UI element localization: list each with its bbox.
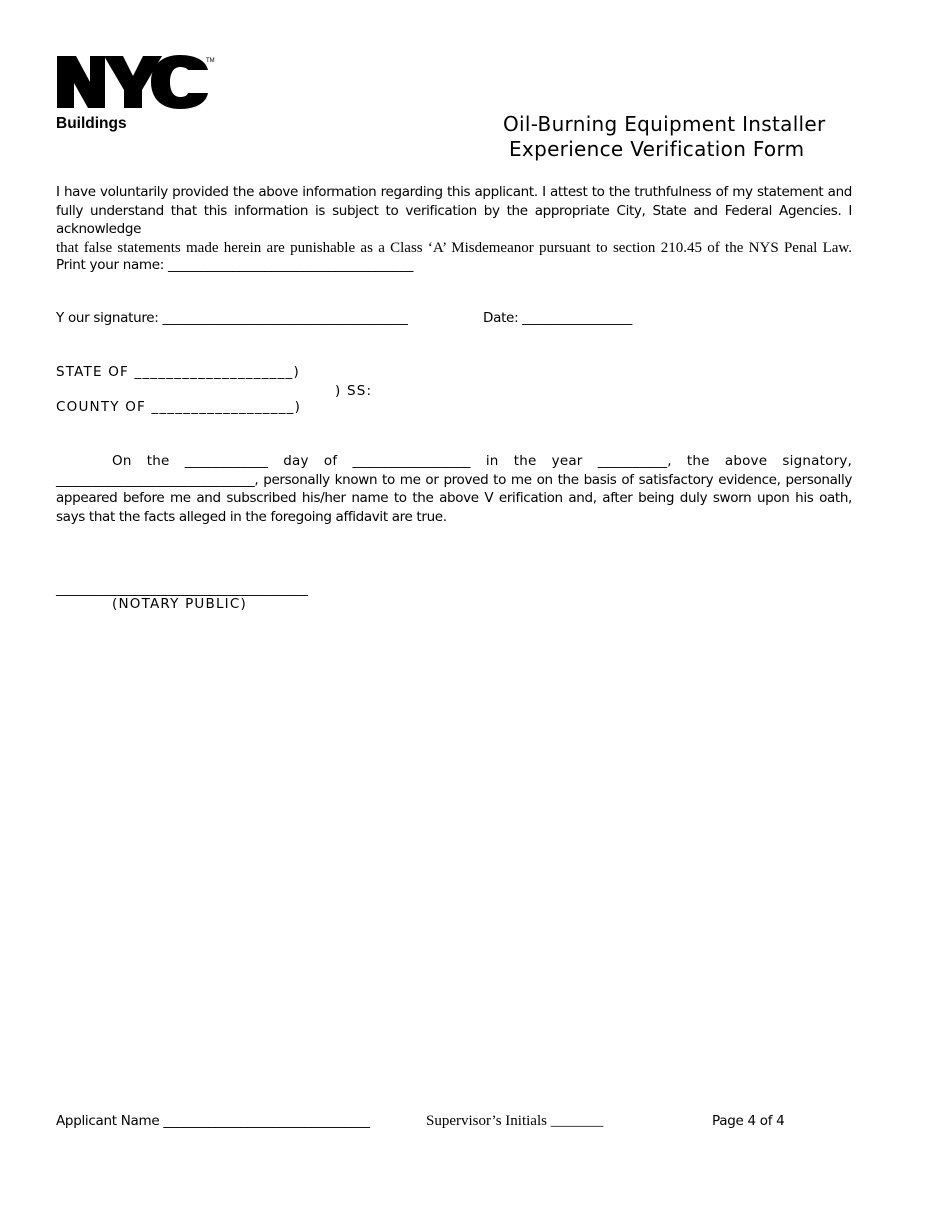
notary-signature-line[interactable]: _______________________________________ (56, 581, 308, 597)
attestation-text: I have voluntarily provided the above information regarding this applicant. I attest to the truthfulness of my statement and fully understand that this information is subject to verification by the appropriate City, State and Federal Agencies. I acknowledge (56, 184, 852, 237)
state-of-field[interactable]: STATE OF ____________________) (56, 364, 300, 380)
applicant-name-field[interactable]: Applicant Name ________________________________ (56, 1113, 370, 1129)
nyc-buildings-logo (56, 56, 215, 132)
page-number: Page 4 of 4 (712, 1113, 785, 1129)
ss-label: ) SS: (335, 383, 373, 399)
signature-field[interactable]: Y our signature: ______________________________________ (56, 310, 408, 326)
supervisor-initials-field[interactable]: Supervisor’s Initials _______ (426, 1113, 604, 1129)
county-of-field[interactable]: COUNTY OF __________________) (56, 399, 302, 415)
svg-text:Buildings: Buildings (56, 115, 127, 132)
notary-paragraph (56, 452, 852, 526)
attestation-paragraph (56, 183, 852, 257)
attestation-legal-text: that false statements made herein are punishable as a Class ‘A’ Misdemeanor pursuant to section 210.45 of the NYS Penal Law. (56, 239, 852, 256)
notary-public-label: (NOTARY PUBLIC) (112, 596, 247, 612)
form-title-line-2: Experience Verification Form (509, 137, 805, 161)
svg-text:TM: TM (206, 58, 215, 64)
notary-body-text: _______________________________, personally known to me or proved to me on the basis of satisfactory evidence, personally appeared before me and subscribed his/her name to the above V erification and, after being duly sworn upon his oath, says that the facts alleged in the foregoing affidavit are true. (56, 471, 852, 525)
print-name-field[interactable]: Print your name: ______________________________________ (56, 257, 414, 273)
form-title-line-1: Oil-Burning Equipment Installer (503, 112, 826, 136)
notary-date-line[interactable]: On the ____________ day of _________________ in the year __________, the above signatory, (112, 453, 852, 469)
date-field[interactable]: Date: _________________ (483, 310, 632, 326)
